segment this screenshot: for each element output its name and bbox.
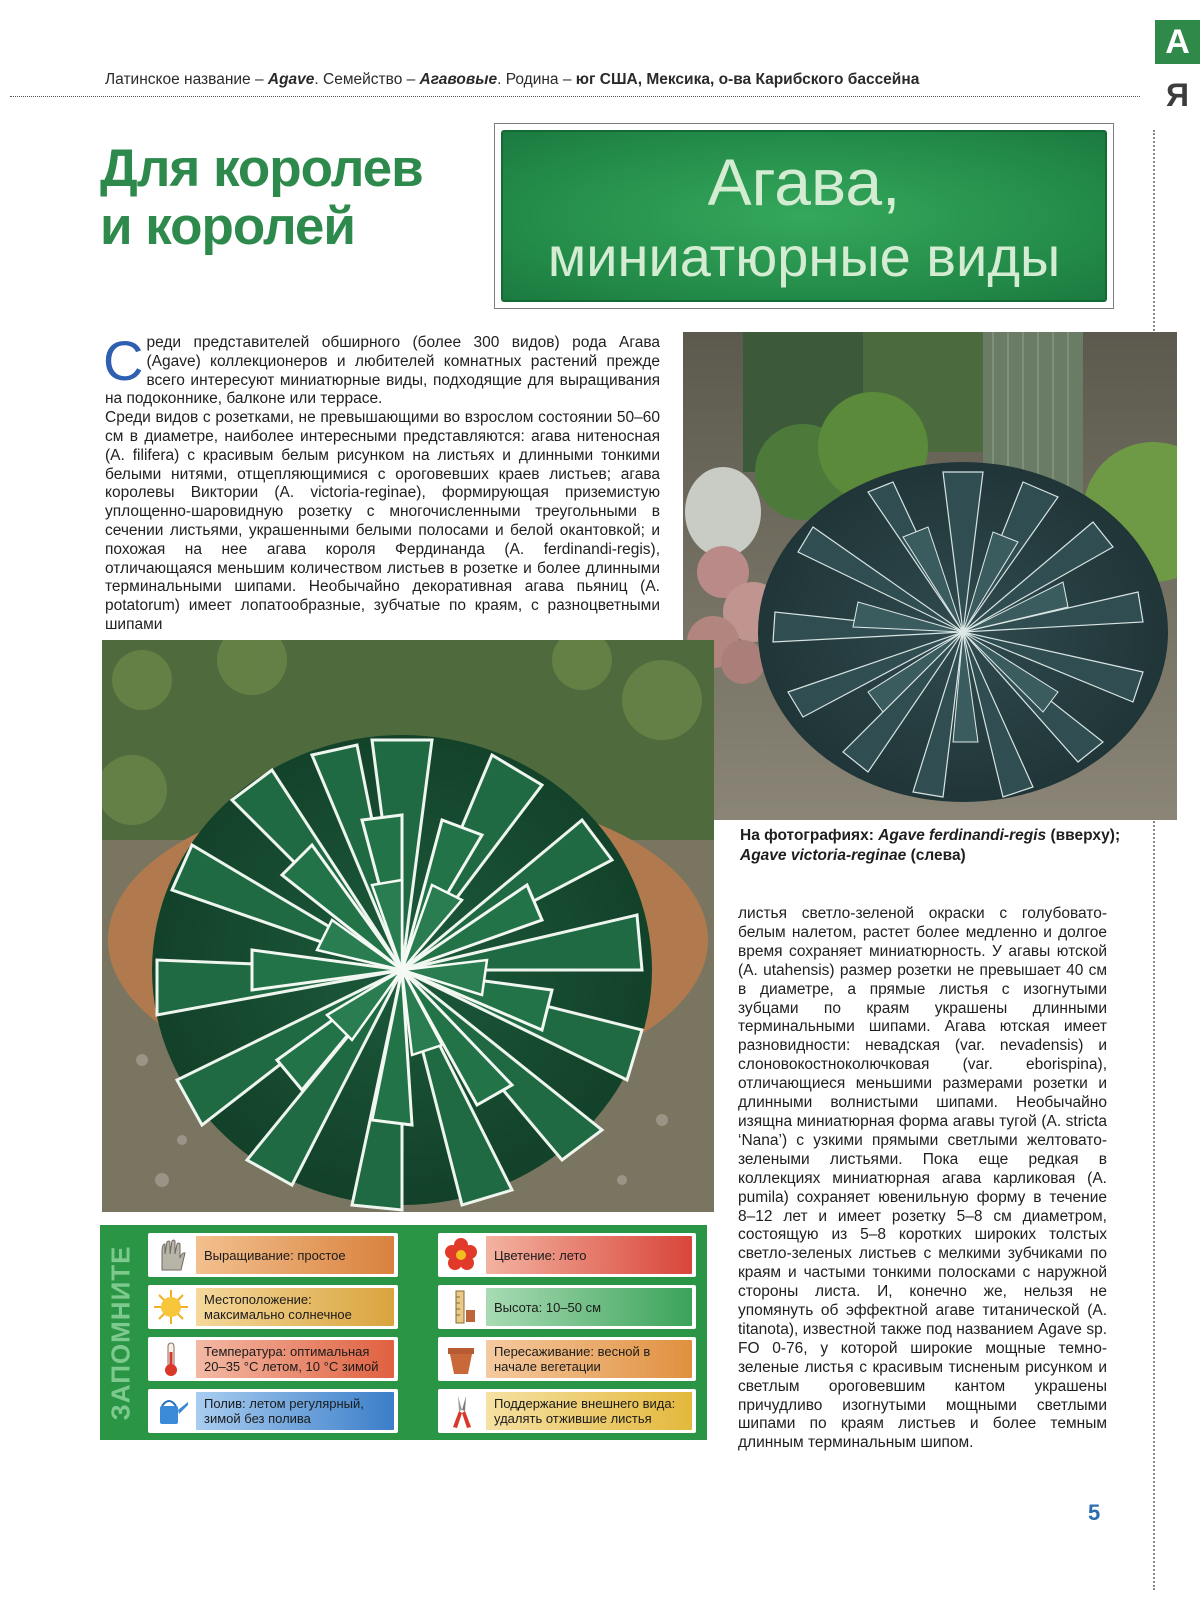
info-family-label: . Семейство – [314,71,420,88]
headline-line-2: и королей [100,197,355,256]
remember-item-flowering [438,1233,696,1277]
intro-text [103,329,660,635]
info-latin-label: Латинское название – [105,71,268,88]
remember-label [100,1225,142,1440]
title-plate [494,123,1114,309]
body-text-column-2 [738,905,1107,1453]
plate-title-line-2: миниатюрные виды [547,225,1061,288]
remember-item-text: Цветение: лето [494,1247,587,1263]
caption-species-2: Agave victoria-reginae [740,847,907,864]
alphabet-tab [1155,20,1200,124]
remember-item-text: Пересаживание: весной в начале вегетации [494,1344,651,1374]
info-family-name: Агавовые [419,71,498,88]
remember-item-text: Местоположение: максимально солнечное [204,1292,352,1322]
intro-paragraph-1: реди представителей обширного (более 300 видов) рода Агава (Agave) коллекционеров и любителей комнатных растений прежде всего интересуют миниатюрные виды, подходящие для выращивания на подоконнике, балконе или террасе. [105,334,660,408]
ruler-icon [442,1288,480,1326]
caption-position-2: (слева) [906,847,966,864]
flower-icon [442,1236,480,1274]
agave-ferdinandi-regis-photo [683,332,1177,820]
sun-icon [152,1288,190,1326]
thermometer-icon [152,1340,190,1378]
agave-victoria-reginae-photo [102,640,714,1212]
pot-icon [442,1340,480,1378]
title-plate-panel [501,130,1107,302]
glove-icon [152,1236,190,1274]
photo-caption [740,826,1140,866]
plant-info-line [105,71,1135,89]
remember-item-text: Высота: 10–50 см [494,1299,602,1315]
remember-box [100,1225,707,1440]
info-homeland-label: . Родина – [497,71,576,88]
remember-item-location [148,1285,398,1329]
info-homeland: юг США, Мексика, о-ва Карибского бассейна [575,71,920,88]
remember-item-growing [148,1233,398,1277]
intro-paragraph-2: Среди видов с розетками, не превышающими во взрослом состоянии 50–60 см в диаметре, наиболее интересными представляются: агава нитеносная (A. filifera) с красивым белым рисунком на листьях и длинными тонкими белыми нитями, отщепляющимися с ороговевших краев листьев; агава королевы Виктории (A. victoria-reginae), формирующая приземистую уплощенно-шаровидную розетку с многочисленными треугольными в сечении листьями, украшенными белыми полосами и белой окантовкой; и похожая на нее агава короля Фердинанда (A. ferdinandi-regis), отличающаяся меньшим количеством листьев в розетке и более длинными терминальными шипами. Необычайно декоративная агава пьяниц (A. potatorum) имеет лопатообразные, зубчатые по краям, с разноцветными шипами [105,409,660,633]
caption-position-1: (вверху); [1046,827,1121,844]
info-latin-name: Agave [267,71,315,88]
watering-can-icon [152,1392,190,1430]
caption-species-1: Agave ferdinandi-regis [878,827,1047,844]
article-headline [100,140,460,256]
page-number: 5 [1088,1500,1101,1525]
headline-line-1: Для королев [100,139,423,198]
body-paragraph: листья светло-зеленой окраски с голубовато-белым налетом, растет более медленно и долгое время сохраняет миниатюрность. У агавы ютской (A. utahensis) размер розетки не превышает 40 см в диаметре, а прямые листья с изогнутыми зубцами по краям украшены длинными терминальными шипами. Агава ютская имеет разновидности: невадская (var. nevadensis) и слоновокостноколючковая (var. eborispina), отличающиеся меньшими размерами розетки и длинными волнистыми шипами. Необычайно изящна миниатюрная форма агавы тугой (A. stricta ‘Nana’) с узкими прямыми светлыми желтовато-зелеными листьями. Пока еще редкая в коллекциях миниатюрная агава карликовая (A. pumila) сохраняет ювенильную форму в течение 8–12 лет и имеет розетку 5–8 см диаметром, состоящую из 5–8 коротких широких толстых светло-зеленых листьев с мелкими зубчиками по краям и частыми тонкими полосками с наружной стороны листа. И, конечно же, нельзя не упомянуть об эффектной агаве титанической (A. titanota), известной также под названием Agave sp. FO 0-76, у которой широкие мощные темно-зеленые листья с красивым тисненым рисунком и светлым ороговевшим кантом украшены причудливо изогнутыми мощными светлыми шипами по краям листьев и более темным длинным терминальным шипом. [738,905,1107,1452]
remember-item-text: Выращивание: простое [204,1247,346,1263]
plate-title-line-1: Агава, [707,145,901,219]
drop-cap: С [103,329,144,392]
remember-item-height [438,1285,696,1329]
remember-item-text: Температура: оптимальная 20–35 °С летом, 10 °С зимой [204,1344,379,1374]
alphabet-tab-letter-a: А [1155,20,1200,64]
remember-item-repotting [438,1337,696,1381]
remember-item-text: Полив: летом регулярный, зимой без полива [204,1396,364,1426]
pruner-icon [442,1392,480,1430]
header-rule [10,96,1140,97]
remember-item-watering [148,1389,398,1433]
remember-item-maintenance [438,1389,696,1433]
caption-lead: На фотографиях: [740,827,879,844]
remember-item-text: Поддержание внешнего вида: удалять отжившие листья [494,1396,676,1426]
remember-label-text: ЗАПОМНИТЕ [105,1245,136,1421]
alphabet-tab-letter-ya: Я [1166,77,1189,113]
remember-item-temperature [148,1337,398,1381]
